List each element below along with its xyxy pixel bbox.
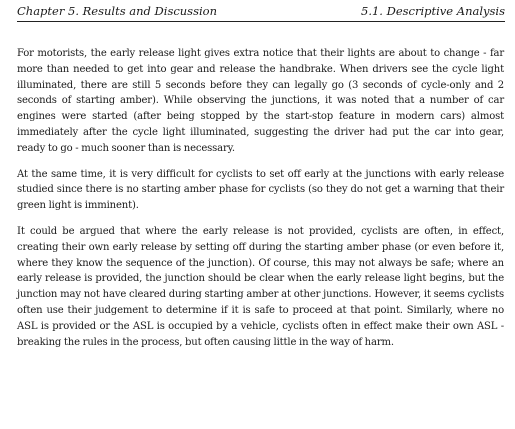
running-header <box>17 4 505 21</box>
body-text <box>17 46 504 350</box>
header-rule <box>17 21 505 22</box>
section-heading: 5.1. Descriptive Analysis <box>361 4 505 18</box>
paragraph-own-early-release: It could be argued that where the early release is not provided, cyclists are often, in effect, creating their own early release by setting off during the starting amber phase (or even before it, where they know the sequence of the junction). Of course, this may not always be safe; where an early release is provided, the junction should be clear when the early release light begins, but the junction may not have cleared during starting amber at other junctions. However, it seems cyclists often use their judgement to determine if it is safe to proceed at that point. Similarly, where no ASL is provided or the ASL is occupied by a vehicle, cyclists often in effect make their own ASL - breaking the rules in the process, but often causing little in the way of harm. <box>17 225 504 348</box>
paragraph-cyclists-difficulty: At the same time, it is very difficult for cyclists to set off early at the junctions with early release studied since there is no starting amber phase for cyclists (so they do not get a warning that their green light is imminent). <box>17 168 504 212</box>
chapter-heading: Chapter 5. Results and Discussion <box>17 4 217 18</box>
paragraph-motorists: For motorists, the early release light gives extra notice that their lights are about to change - far more than needed to get into gear and release the handbrake. When drivers see the cycle light illuminated, there are still 5 seconds before they can legally go (3 seconds of cycle-only and 2 seconds of starting amber). While observing the junctions, it was noted that a number of car engines were started (after being stopped by the start-stop feature in modern cars) almost immediately after the cycle light illuminated, suggesting the driver had put the car into gear, ready to go - much sooner than is necessary. <box>17 48 504 154</box>
